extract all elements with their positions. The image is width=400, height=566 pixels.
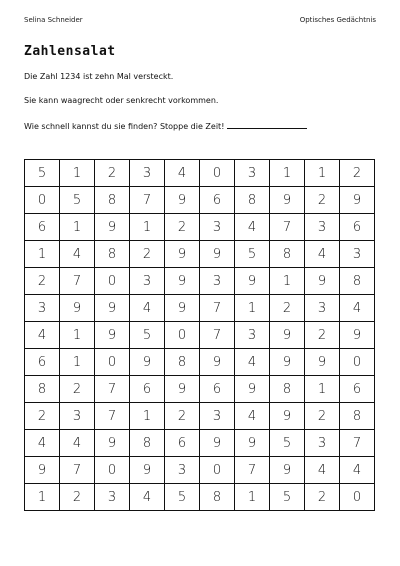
page-title: Zahlensalat (24, 44, 116, 59)
grid-cell: 1 (25, 241, 60, 268)
grid-cell: 3 (305, 295, 340, 322)
grid-cell: 9 (270, 349, 305, 376)
grid-cell: 9 (270, 187, 305, 214)
grid-cell: 1 (130, 403, 165, 430)
grid-cell: 0 (95, 457, 130, 484)
grid-cell: 7 (200, 295, 235, 322)
grid-cell: 4 (235, 349, 270, 376)
grid-cell: 9 (130, 457, 165, 484)
grid-cell: 3 (130, 160, 165, 187)
grid-cell: 8 (340, 268, 375, 295)
grid-cell: 6 (200, 376, 235, 403)
grid-cell: 9 (60, 295, 95, 322)
grid-row (25, 322, 375, 349)
grid-cell: 5 (235, 241, 270, 268)
grid-cell: 2 (60, 484, 95, 511)
grid-cell: 4 (340, 457, 375, 484)
grid-cell: 0 (165, 322, 200, 349)
instruction-line-3-text: Wie schnell kannst du sie finden? Stoppe die Zeit! (24, 122, 225, 131)
grid-cell: 2 (305, 322, 340, 349)
grid-cell: 9 (165, 187, 200, 214)
grid-cell: 9 (165, 295, 200, 322)
grid-cell: 3 (305, 430, 340, 457)
grid-cell: 8 (95, 187, 130, 214)
grid-cell: 1 (235, 295, 270, 322)
grid-cell: 1 (270, 160, 305, 187)
instruction-line-1: Die Zahl 1234 ist zehn Mal versteckt. (24, 72, 174, 81)
grid-cell: 4 (25, 430, 60, 457)
grid-cell: 3 (200, 268, 235, 295)
grid-cell: 2 (25, 403, 60, 430)
grid-cell: 9 (165, 376, 200, 403)
grid-cell: 5 (25, 160, 60, 187)
grid-cell: 1 (305, 160, 340, 187)
grid-cell: 8 (25, 376, 60, 403)
grid-row (25, 241, 375, 268)
grid-cell: 9 (25, 457, 60, 484)
grid-cell: 6 (340, 376, 375, 403)
grid-cell: 2 (95, 160, 130, 187)
grid-cell: 9 (270, 322, 305, 349)
grid-cell: 9 (130, 349, 165, 376)
grid-cell: 2 (25, 268, 60, 295)
grid-row (25, 295, 375, 322)
grid-cell: 5 (270, 430, 305, 457)
instruction-line-3 (24, 120, 307, 131)
grid-cell: 6 (25, 349, 60, 376)
grid-cell: 3 (130, 268, 165, 295)
grid-cell: 9 (165, 241, 200, 268)
grid-cell: 8 (340, 403, 375, 430)
grid-cell: 6 (200, 187, 235, 214)
grid-cell: 2 (165, 403, 200, 430)
grid-cell: 6 (165, 430, 200, 457)
grid-cell: 4 (25, 322, 60, 349)
grid-cell: 7 (270, 214, 305, 241)
grid-cell: 3 (305, 214, 340, 241)
grid-cell: 9 (95, 322, 130, 349)
grid-cell: 1 (60, 349, 95, 376)
grid-cell: 6 (340, 214, 375, 241)
grid-cell: 3 (235, 322, 270, 349)
grid-cell: 3 (235, 160, 270, 187)
grid-cell: 1 (235, 484, 270, 511)
grid-cell: 6 (25, 214, 60, 241)
author-name: Selina Schneider (24, 16, 83, 24)
grid-cell: 0 (200, 160, 235, 187)
grid-cell: 3 (200, 403, 235, 430)
grid-cell: 9 (270, 457, 305, 484)
grid-cell: 8 (130, 430, 165, 457)
grid-cell: 4 (130, 484, 165, 511)
grid-cell: 3 (200, 214, 235, 241)
grid-cell: 9 (340, 187, 375, 214)
grid-cell: 0 (340, 349, 375, 376)
grid-cell: 4 (305, 241, 340, 268)
grid-cell: 8 (165, 349, 200, 376)
grid-cell: 9 (340, 322, 375, 349)
grid-cell: 9 (95, 430, 130, 457)
grid-cell: 9 (200, 349, 235, 376)
grid-row (25, 268, 375, 295)
grid-cell: 9 (270, 403, 305, 430)
grid-cell: 2 (305, 484, 340, 511)
grid-cell: 4 (235, 403, 270, 430)
grid-cell: 1 (60, 214, 95, 241)
grid-cell: 9 (235, 268, 270, 295)
grid-cell: 9 (235, 430, 270, 457)
grid-cell: 9 (305, 268, 340, 295)
grid-cell: 2 (270, 295, 305, 322)
grid-cell: 9 (305, 349, 340, 376)
grid-cell: 2 (60, 376, 95, 403)
grid-row (25, 160, 375, 187)
grid-cell: 8 (270, 376, 305, 403)
grid-cell: 7 (130, 187, 165, 214)
grid-cell: 4 (340, 295, 375, 322)
grid-cell: 2 (130, 241, 165, 268)
grid-cell: 7 (340, 430, 375, 457)
grid-cell: 7 (95, 376, 130, 403)
grid-cell: 1 (130, 214, 165, 241)
grid-cell: 6 (130, 376, 165, 403)
grid-cell: 5 (165, 484, 200, 511)
grid-row (25, 430, 375, 457)
grid-cell: 4 (130, 295, 165, 322)
grid-cell: 4 (165, 160, 200, 187)
grid-cell: 4 (60, 241, 95, 268)
grid-cell: 9 (200, 430, 235, 457)
grid-row (25, 457, 375, 484)
grid-cell: 0 (340, 484, 375, 511)
grid-cell: 8 (95, 241, 130, 268)
worksheet-subject: Optisches Gedächtnis (299, 16, 376, 24)
instruction-line-2: Sie kann waagrecht oder senkrecht vorkommen. (24, 96, 219, 105)
time-answer-blank (227, 120, 307, 129)
grid-cell: 8 (200, 484, 235, 511)
grid-cell: 1 (25, 484, 60, 511)
grid-cell: 3 (95, 484, 130, 511)
grid-cell: 7 (60, 457, 95, 484)
grid-cell: 9 (95, 214, 130, 241)
grid-cell: 3 (165, 457, 200, 484)
grid-cell: 7 (200, 322, 235, 349)
grid-cell: 1 (60, 322, 95, 349)
grid-cell: 3 (25, 295, 60, 322)
grid-cell: 9 (200, 241, 235, 268)
grid-row (25, 484, 375, 511)
grid-cell: 0 (25, 187, 60, 214)
grid-cell: 0 (200, 457, 235, 484)
grid-cell: 5 (60, 187, 95, 214)
grid-row (25, 376, 375, 403)
grid-cell: 1 (305, 376, 340, 403)
grid-cell: 4 (60, 430, 95, 457)
grid-cell: 9 (235, 376, 270, 403)
grid-cell: 7 (235, 457, 270, 484)
grid-cell: 5 (130, 322, 165, 349)
grid-cell: 7 (60, 268, 95, 295)
grid-cell: 7 (95, 403, 130, 430)
grid-cell: 0 (95, 268, 130, 295)
grid-cell: 3 (60, 403, 95, 430)
grid-cell: 5 (270, 484, 305, 511)
grid-cell: 8 (235, 187, 270, 214)
grid-cell: 4 (235, 214, 270, 241)
grid-cell: 8 (270, 241, 305, 268)
grid-cell: 3 (340, 241, 375, 268)
grid-cell: 9 (95, 295, 130, 322)
grid-row (25, 187, 375, 214)
grid-cell: 2 (305, 403, 340, 430)
grid-cell: 1 (60, 160, 95, 187)
grid-cell: 2 (165, 214, 200, 241)
grid-row (25, 403, 375, 430)
number-grid (24, 159, 375, 511)
grid-cell: 2 (340, 160, 375, 187)
grid-cell: 2 (305, 187, 340, 214)
grid-cell: 0 (95, 349, 130, 376)
grid-cell: 4 (305, 457, 340, 484)
grid-cell: 9 (165, 268, 200, 295)
grid-row (25, 214, 375, 241)
grid-row (25, 349, 375, 376)
grid-cell: 1 (270, 268, 305, 295)
